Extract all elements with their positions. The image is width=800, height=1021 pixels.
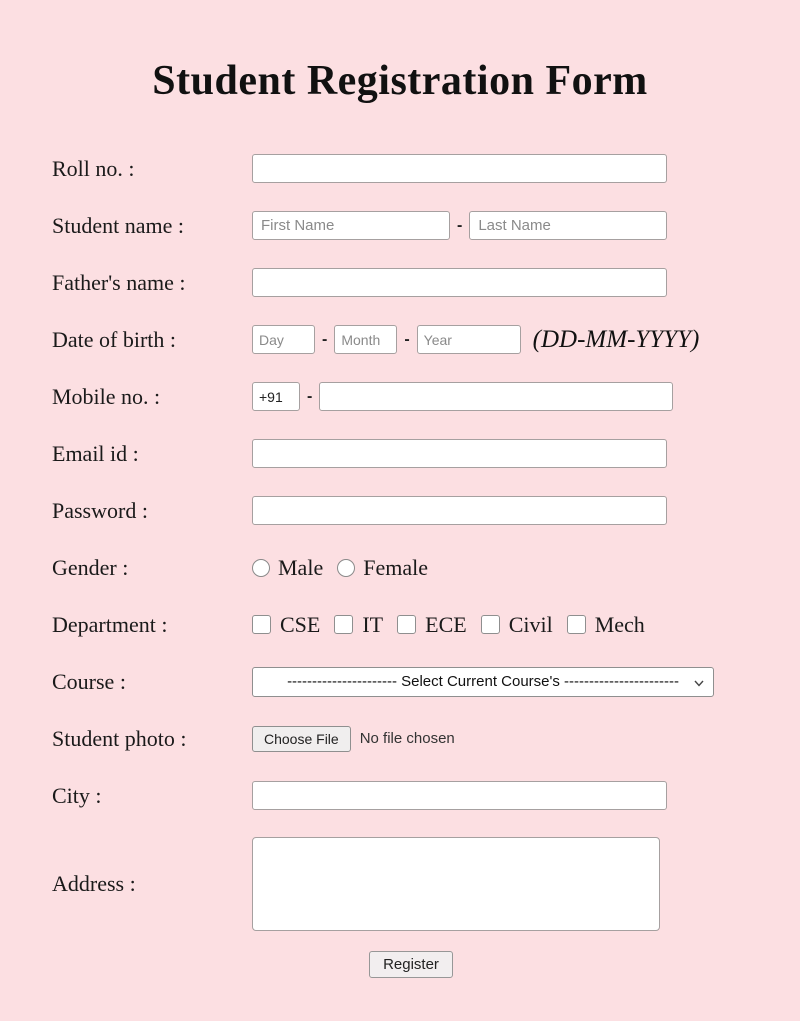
address-label: Address : (52, 871, 136, 896)
course-select[interactable] (252, 667, 714, 697)
department-option-it[interactable] (334, 612, 383, 638)
first-name-input[interactable] (252, 211, 450, 240)
gender-option-male[interactable] (252, 555, 323, 581)
fathers-name-row (52, 267, 770, 298)
country-code-input[interactable] (252, 382, 300, 411)
course-select-value: ---------------------- Select Current Course's ----------------------- (287, 673, 679, 690)
dob-year-input[interactable] (417, 325, 521, 354)
mech-checkbox-label: Mech (594, 611, 645, 637)
chevron-down-icon (693, 677, 705, 689)
dob-day-input[interactable] (252, 325, 315, 354)
course-label: Course : (52, 668, 126, 694)
address-row (52, 837, 770, 931)
course-row (52, 666, 770, 697)
student-photo-label: Student photo : (52, 725, 187, 751)
student-name-row (52, 210, 770, 241)
register-row (52, 949, 770, 980)
address-textarea[interactable] (252, 837, 660, 931)
student-photo-file-control (252, 726, 455, 752)
password-input[interactable] (252, 496, 667, 525)
it-checkbox-label: IT (362, 611, 384, 637)
department-option-civil[interactable] (481, 612, 553, 638)
ece-checkbox-label: ECE (425, 611, 467, 637)
city-row (52, 780, 770, 811)
department-row (52, 609, 770, 640)
name-separator: - (457, 216, 463, 234)
email-row (52, 438, 770, 469)
roll-no-input[interactable] (252, 154, 667, 183)
page-title: Student Registration Form (152, 58, 648, 104)
male-radio[interactable] (252, 559, 270, 577)
gender-label: Gender : (52, 554, 129, 580)
city-input[interactable] (252, 781, 667, 810)
female-radio-label: Female (363, 554, 428, 580)
department-options (252, 612, 659, 638)
register-button[interactable]: Register (369, 951, 453, 978)
mobile-label: Mobile no. : (52, 383, 161, 409)
roll-no-label: Roll no. : (52, 155, 135, 181)
choose-file-button[interactable]: Choose File (252, 726, 351, 752)
dob-format-hint: (DD-MM-YYYY) (532, 325, 700, 353)
male-radio-label: Male (278, 554, 324, 580)
mobile-row (52, 381, 770, 412)
fathers-name-label: Father's name : (52, 269, 186, 295)
cse-checkbox[interactable] (252, 615, 271, 634)
last-name-input[interactable] (469, 211, 667, 240)
email-input[interactable] (252, 439, 667, 468)
file-chosen-status: No file chosen (359, 730, 455, 747)
civil-checkbox-label: Civil (508, 611, 553, 637)
civil-checkbox[interactable] (481, 615, 500, 634)
student-photo-row (52, 723, 770, 754)
dob-month-input[interactable] (334, 325, 397, 354)
gender-row (52, 552, 770, 583)
gender-option-female[interactable] (337, 555, 428, 581)
cse-checkbox-label: CSE (280, 611, 321, 637)
password-row (52, 495, 770, 526)
city-label: City : (52, 782, 102, 808)
department-option-ece[interactable] (397, 612, 467, 638)
mobile-separator: - (307, 387, 313, 405)
dob-row (52, 324, 770, 355)
department-option-cse[interactable] (252, 612, 320, 638)
ece-checkbox[interactable] (397, 615, 416, 634)
student-name-label: Student name : (52, 212, 184, 238)
fathers-name-input[interactable] (252, 268, 667, 297)
email-label: Email id : (52, 440, 139, 466)
dob-label: Date of birth : (52, 326, 177, 352)
it-checkbox[interactable] (334, 615, 353, 634)
registration-form (0, 153, 800, 980)
department-label: Department : (52, 611, 168, 637)
roll-no-row (52, 153, 770, 184)
dob-separator-2: - (404, 330, 410, 348)
password-label: Password : (52, 497, 148, 523)
dob-separator-1: - (322, 330, 328, 348)
female-radio[interactable] (337, 559, 355, 577)
gender-options (252, 555, 442, 581)
mech-checkbox[interactable] (567, 615, 586, 634)
department-option-mech[interactable] (567, 612, 645, 638)
mobile-number-input[interactable] (319, 382, 673, 411)
